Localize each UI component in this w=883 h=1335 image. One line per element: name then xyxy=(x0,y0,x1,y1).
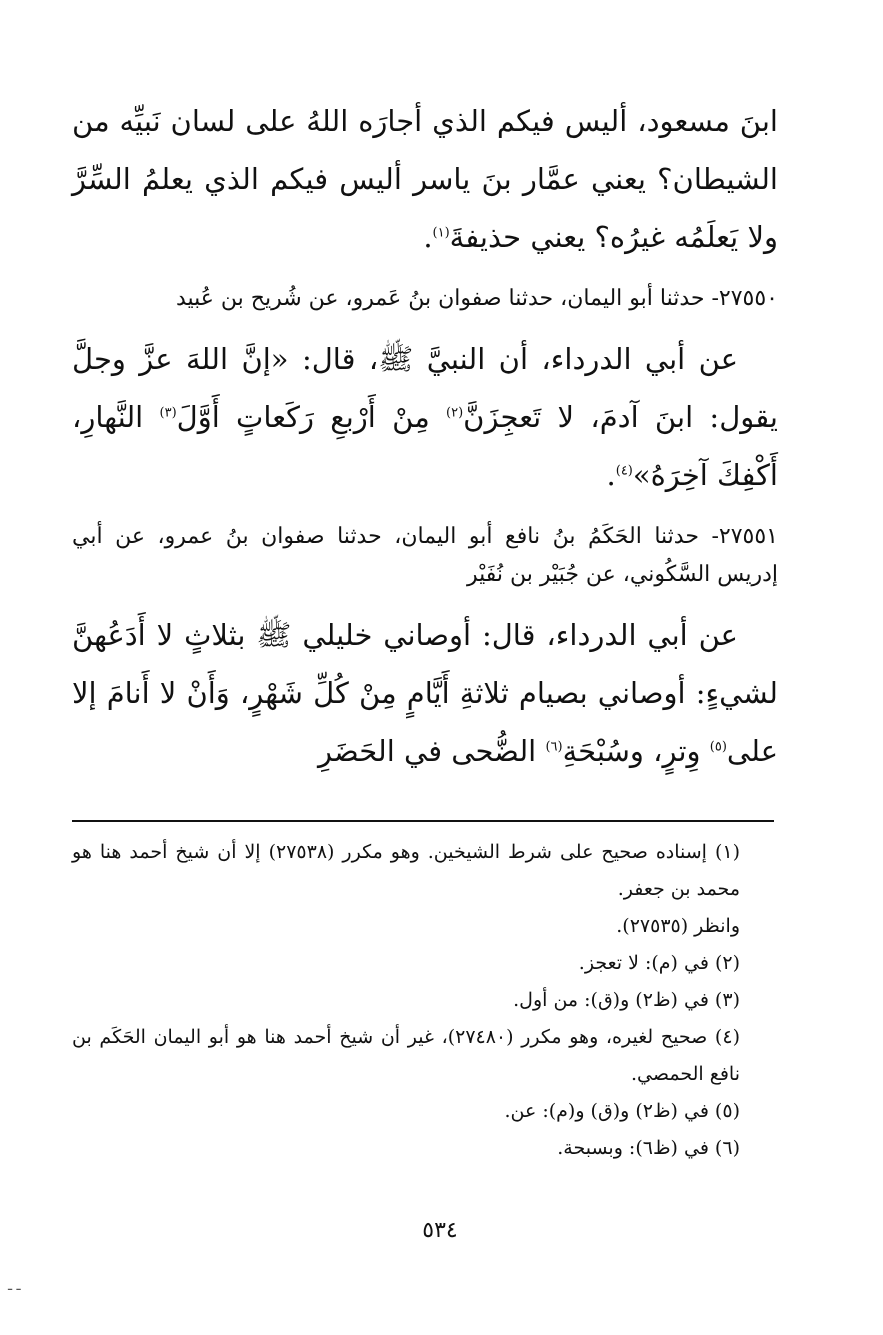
footnote-1: (١) إسناده صحيح على شرط الشيخين. وهو مكرر (٢٧٥٣٨) إلا أن شيخ أحمد هنا هو محمد بن جعفر. xyxy=(72,841,740,900)
hadith-number: ٢٧٥٥١ xyxy=(718,524,778,549)
page-content xyxy=(72,92,778,780)
paragraph-1-text: ابنَ مسعود، أليس فيكم الذي أجارَه اللهُ على لسان نَبيِّه من الشيطان؟ يعني عمَّار بنَ ياسر أليس فيكم الذي يعلمُ السِّرَّ ولا يَعلَمُه غيرُه؟ يعني حذيفةَ xyxy=(72,104,778,254)
footnote-2: (٢) في (م): لا تعجز. xyxy=(578,952,740,974)
paragraph-2-text-a: عن أبي الدرداء، أن النبيَّ ﷺ، قال: «إنَّ اللهَ عزَّ وجلَّ يقول: ابنَ آدمَ، لا تَعجِزَنَّ xyxy=(72,342,778,434)
page-number: ٥٣٤ xyxy=(422,1218,458,1243)
footnote-ref-3[interactable]: (٣) xyxy=(159,405,177,421)
footnote-separator xyxy=(72,820,774,822)
paragraph-2-end: . xyxy=(606,458,616,492)
scan-corner-mark: ـ ـ xyxy=(8,1278,21,1294)
paragraph-3-text-c: الضُّحى في الحَضَرِ xyxy=(318,734,546,768)
footnote-6: (٦) في (ظ٦): وبسبحة. xyxy=(557,1137,740,1159)
paragraph-2-text-c: النَّهارِ، أَكْفِكَ آخِرَهُ» xyxy=(72,400,778,492)
footnote-ref-1[interactable]: (١) xyxy=(432,225,450,241)
footnote-ref-4[interactable]: (٤) xyxy=(615,463,633,479)
footnote-ref-2[interactable]: (٢) xyxy=(446,405,464,421)
paragraph-1-end: . xyxy=(423,220,433,254)
paragraph-2-text-b: مِنْ أَرْبعِ رَكَعاتٍ أَوَّلَ xyxy=(176,400,447,434)
hadith-heading-27550 xyxy=(72,280,778,318)
footnote-5: (٥) في (ظ٢) و(ق) و(م): عن. xyxy=(504,1100,740,1122)
footnote-ref-5[interactable]: (٥) xyxy=(709,739,727,755)
paragraph-3-text-b: وِترٍ، وسُبْحَةِ xyxy=(562,734,710,768)
paragraph-3 xyxy=(72,606,778,780)
footnote-ref-6[interactable]: (٦) xyxy=(545,739,563,755)
hadith-chain: - حدثنا الحَكَمُ بنُ نافع أبو اليمان، حدثنا صفوان بنُ عمرو، عن أبي إدريس السَّكُوني، عن جُبَيْر بن نُفَيْر xyxy=(72,524,778,587)
hadith-number: ٢٧٥٥٠ xyxy=(718,286,778,311)
footnote-4: (٤) صحيح لغيره، وهو مكرر (٢٧٤٨٠)، غير أن شيخ أحمد هنا هو أبو اليمان الحَكَم بن نافع الحمصي. xyxy=(72,1026,740,1085)
footnotes-list xyxy=(72,834,778,1167)
paragraph-2 xyxy=(72,330,778,504)
hadith-chain: - حدثنا أبو اليمان، حدثنا صفوان بنُ عَمرو، عن شُريح بن عُبيد xyxy=(175,286,719,311)
paragraph-3-text-a: عن أبي الدرداء، قال: أوصاني خليلي ﷺ بثلاثٍ لا أَدَعُهنَّ لشيءٍ: أوصاني بصيام ثلاثةِ أَيَّامٍ مِنْ كُلِّ شَهْرٍ، وَأَنْ لا أَنامَ إلا على xyxy=(72,618,778,768)
footnote-3: (٣) في (ظ٢) و(ق): من أول. xyxy=(513,989,740,1011)
paragraph-1 xyxy=(72,92,778,266)
footnote-1-see-also: وانظر (٢٧٥٣٥). xyxy=(616,915,740,937)
hadith-heading-27551 xyxy=(72,518,778,594)
